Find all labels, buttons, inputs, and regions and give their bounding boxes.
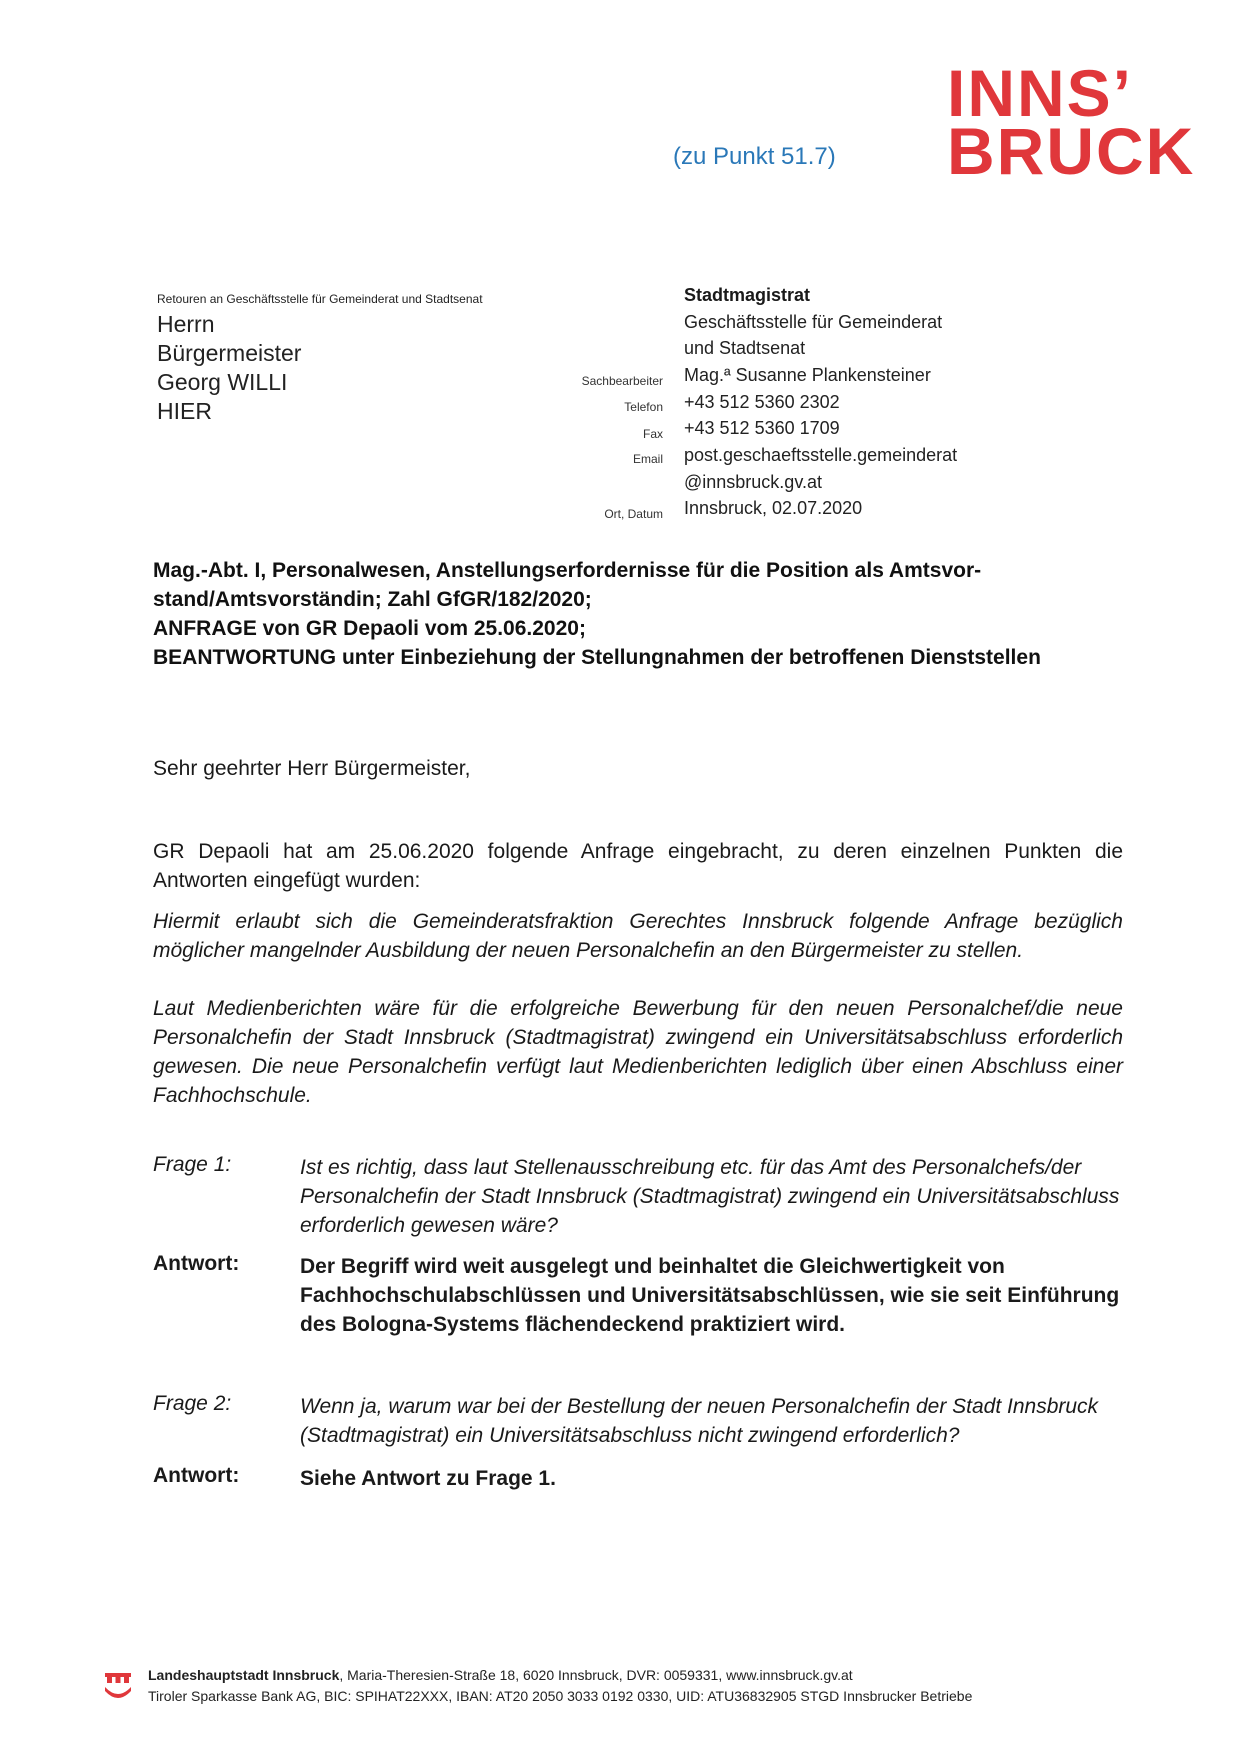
answer-2-label: Antwort: — [153, 1464, 240, 1487]
email-label: Email — [632, 452, 663, 466]
sender-dept-2: und Stadtsenat — [684, 338, 806, 358]
phone-value: +43 512 5360 2302 — [684, 392, 840, 412]
answer-2-text: Siehe Antwort zu Frage 1. — [300, 1467, 556, 1490]
quote-paragraph-1: Hiermit erlaubt sich die Gemeinderatsfraktion Gerechtes Innsbruck folgende Anfrage bezüglich möglicher mangelnder Ausbildung der neuen Personalchefin an den Bürgermeister zu stellen. — [153, 910, 1123, 962]
quote-paragraph-2: Laut Medienberichten wäre für die erfolgreiche Bewerbung für den neuen Personalchef/die neue Personalchefin der Stadt Innsbruck (Stadtmagistrat) zwingend ein Universitätsabschluss erforderlich gewesen. Die neue Personalchefin verfügt laut Medienberichten lediglich über einen Abschluss einer Fachhochschule. — [153, 997, 1123, 1107]
email-value-1: post.geschaeftsstelle.gemeinderat — [684, 445, 958, 465]
agenda-note: (zu Punkt 51.7) — [673, 143, 836, 170]
salutation: Sehr geehrter Herr Bürgermeister, — [153, 757, 471, 780]
subject-line: stand/Amtsvorständin; Zahl GfGR/182/2020; — [153, 588, 592, 611]
question-1-label: Frage 1: — [153, 1153, 232, 1176]
clerk-label: Sachbearbeiter — [581, 374, 663, 388]
logo-line-1: INNS’ — [947, 56, 1134, 130]
fax-label: Fax — [642, 427, 663, 441]
return-address-line: Retouren an Geschäftsstelle für Gemeinderat und Stadtsenat — [157, 292, 483, 306]
subject-line: ANFRAGE von GR Depaoli vom 25.06.2020; — [153, 617, 586, 640]
subject-block — [153, 556, 1133, 672]
sender-dept-1: Geschäftsstelle für Gemeinderat — [684, 312, 943, 332]
footer-address: , Maria-Theresien-Straße 18, 6020 Innsbruck, DVR: 0059331, www.innsbruck.gv.at — [339, 1667, 853, 1683]
logo-line-2: BRUCK — [947, 114, 1196, 188]
clerk-name: Mag.ª Susanne Plankensteiner — [684, 365, 931, 385]
footer-org: Landeshauptstadt Innsbruck — [148, 1667, 340, 1683]
innsbruck-logo — [947, 56, 1196, 188]
recipient-address — [157, 310, 301, 426]
recipient-line: HIER — [157, 398, 212, 424]
footer-line-1 — [148, 1667, 853, 1683]
answer-1-text: Der Begriff wird weit ausgelegt und beinhaltet die Gleichwertigkeit von Fachhochschulabschlüssen und Universitätsabschlüssen, wie sie seit Einführung des Bologna-Systems flächendeckend praktiziert wird. — [300, 1255, 1120, 1336]
innsbruck-bridge-icon — [104, 1671, 132, 1699]
fax-value: +43 512 5360 1709 — [684, 418, 840, 438]
question-2-label: Frage 2: — [153, 1392, 232, 1415]
question-1-text: Ist es richtig, dass laut Stellenausschreibung etc. für das Amt des Personalchefs/der Personalchefin der Stadt Innsbruck (Stadtmagistrat) zwingend ein Universitätsabschluss erforderlich gewesen wäre? — [300, 1156, 1120, 1237]
email-value-2: @innsbruck.gv.at — [684, 472, 822, 492]
recipient-line: Herrn — [157, 311, 215, 337]
recipient-line: Bürgermeister — [157, 340, 302, 366]
recipient-line: Georg WILLI — [157, 369, 288, 395]
sender-org: Stadtmagistrat — [684, 285, 811, 305]
phone-label: Telefon — [624, 400, 663, 414]
answer-1-label: Antwort: — [153, 1252, 240, 1275]
date-label: Ort, Datum — [604, 507, 663, 521]
subject-line: BEANTWORTUNG unter Einbeziehung der Stellungnahmen der betroffenen Dienststellen — [153, 646, 1041, 669]
question-2-text: Wenn ja, warum war bei der Bestellung der neuen Personalchefin der Stadt Innsbruck (Stadtmagistrat) ein Universitätsabschluss nicht zwingend erforderlich? — [300, 1395, 1099, 1447]
footer-line-2: Tiroler Sparkasse Bank AG, BIC: SPIHAT22XXX, IBAN: AT20 2050 3033 0192 0330, UID: ATU36832905 STGD Innsbrucker Betriebe — [148, 1688, 973, 1704]
intro-paragraph: GR Depaoli hat am 25.06.2020 folgende Anfrage eingebracht, zu deren einzelnen Punkten die Antworten eingefügt wurden: — [153, 840, 1123, 892]
date-value: Innsbruck, 02.07.2020 — [684, 498, 863, 518]
subject-line: Mag.-Abt. I, Personalwesen, Anstellungserfordernisse für die Position als Amtsvor- — [153, 559, 982, 582]
